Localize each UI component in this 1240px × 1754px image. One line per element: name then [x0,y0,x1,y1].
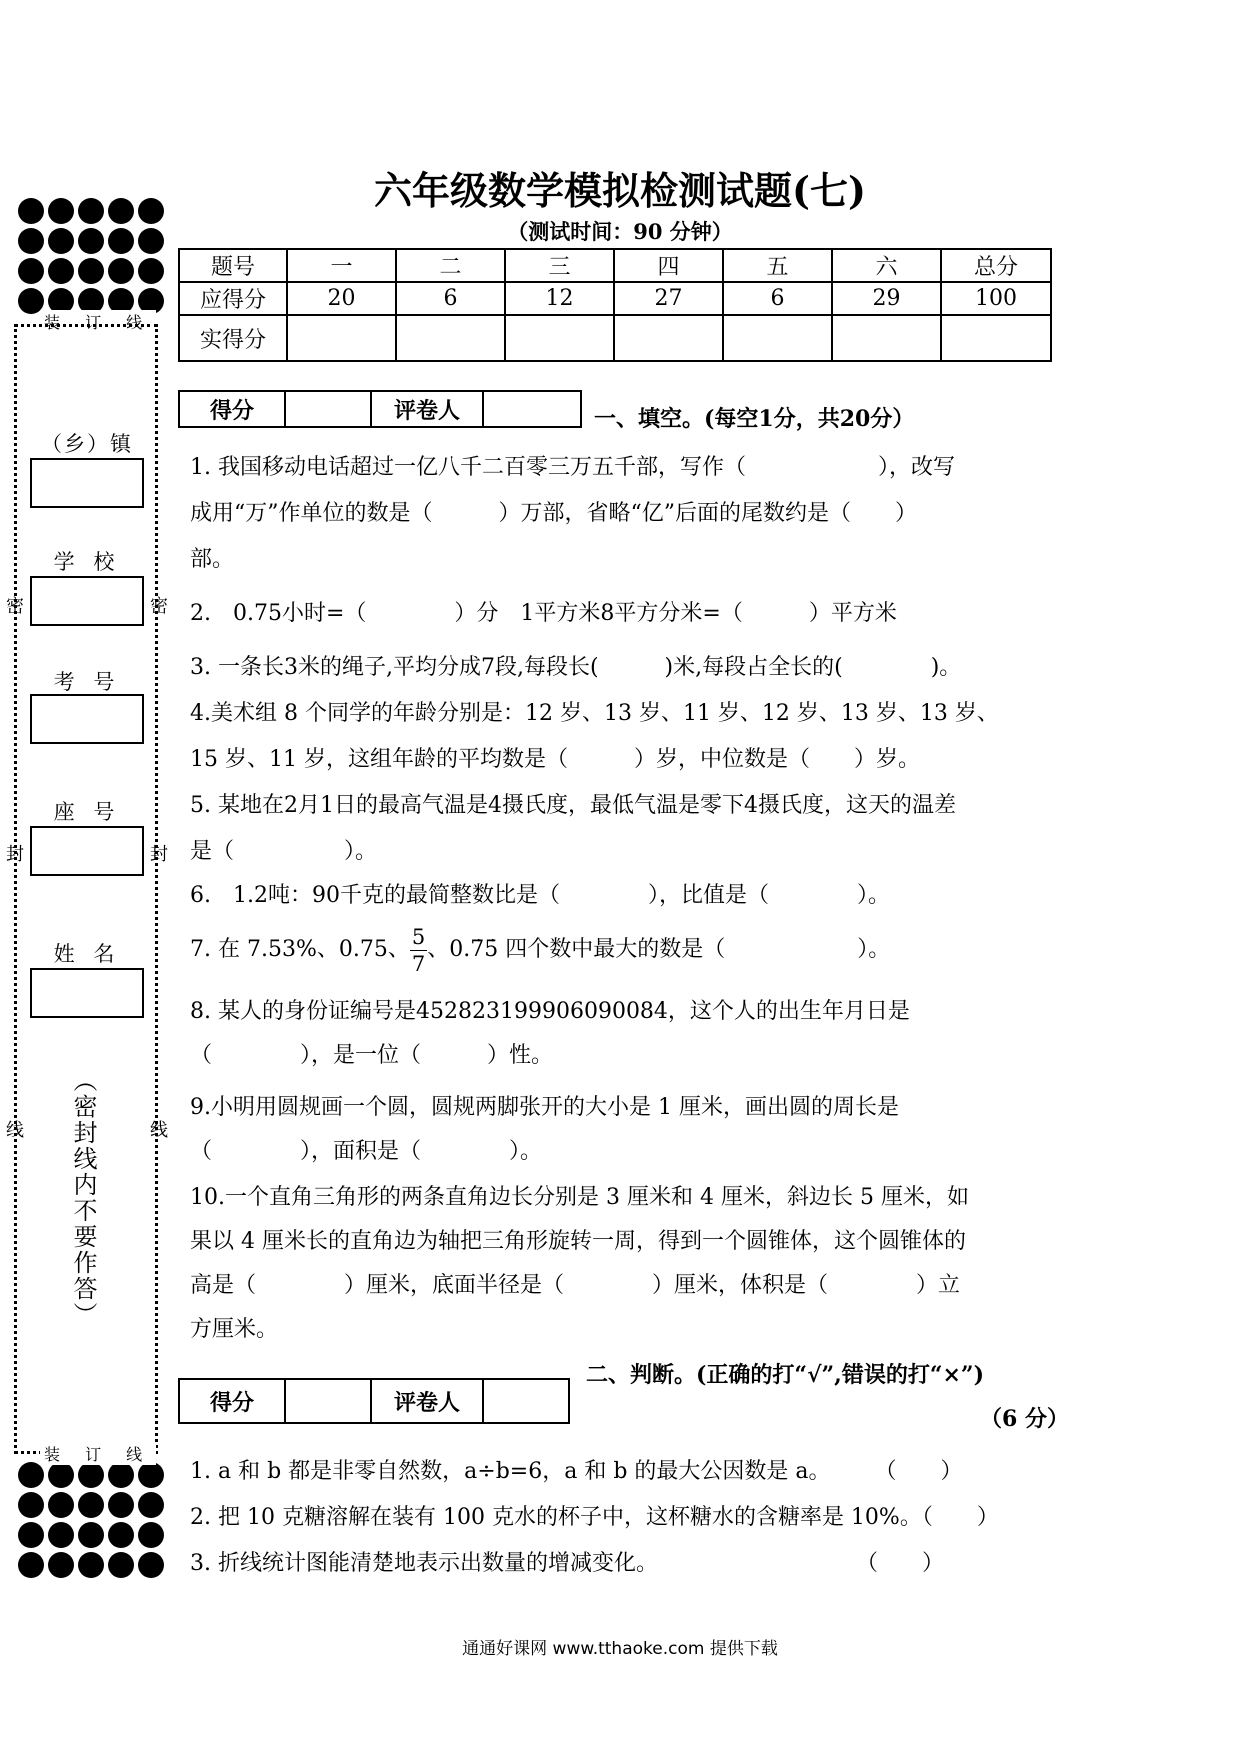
binding-dot [78,1492,104,1518]
side-char-mi-right: 密 [150,596,168,617]
binding-dot [48,1552,74,1578]
binding-field-town[interactable] [30,458,144,508]
binding-dot [108,1552,134,1578]
binding-dot [138,1462,164,1488]
side-char-feng-right: 封 [150,844,168,865]
score-due-cell: 6 [396,282,505,315]
side-char-mi-left: 密 [6,596,24,617]
question-line: 部。 [190,547,235,572]
score-header-cell: 三 [505,249,614,282]
binding-dot [18,1552,44,1578]
question-7-suffix: 、0.7̇5̇ 四个数中最大的数是（ ）。 [427,937,891,962]
binding-dot [18,1462,44,1488]
question-7 [190,920,890,980]
question-line: 4.美术组 8 个同学的年龄分别是：12 岁、13 岁、11 岁、12 岁、13 岁、13 岁、 [190,701,999,726]
score-header-cell: 五 [723,249,832,282]
score-due-cell: 27 [614,282,723,315]
score-actual-label: 实得分 [179,315,287,361]
side-char-xian-left: 线 [6,1120,24,1141]
grader-box-section2 [178,1378,570,1424]
binding-dot [108,1462,134,1488]
score-header-cell: 题号 [179,249,287,282]
question-line: （ ），面积是（ ）。 [190,1139,543,1164]
binding-dot [48,1492,74,1518]
binding-label-name: 姓 名 [53,942,121,966]
question-line: 3. 一条长3米的绳子,平均分成7段,每段长( )米,每段占全长的( )。 [190,655,962,680]
question-line: 方厘米。 [190,1317,279,1342]
score-table [178,248,1052,362]
binding-vertical-note: （密封线内不要作答） [69,1068,97,1328]
binding-dot [138,1552,164,1578]
binding-label-seat-number: 座 号 [53,800,121,824]
question-line: 6. 1.2吨：90千克的最简整数比是（ ），比值是（ ）。 [190,883,890,908]
fraction-numerator: 5 [411,924,426,949]
question-line: 成用“万”作单位的数是（ ）万部，省略“亿”后面的尾数约是（ ） [190,501,917,526]
grader-name-label: 评卷人 [371,1379,483,1423]
score-due-cell: 20 [287,282,396,315]
binding-line-top-label: 装 订 线 [40,310,156,333]
question-line: 高是（ ）厘米，底面半径是（ ）厘米，体积是（ ）立 [190,1273,961,1298]
binding-dot [138,1492,164,1518]
binding-dot [108,1522,134,1548]
grader-score-label: 得分 [179,391,285,427]
binding-dot [108,1492,134,1518]
score-header-cell: 总分 [941,249,1051,282]
grader-name-field[interactable] [483,391,581,427]
page-footer: 通通好课网 www.tthaoke.com 提供下载 [462,1639,778,1659]
score-actual-cell[interactable] [505,315,614,361]
score-actual-cell[interactable] [723,315,832,361]
binding-dot [48,1522,74,1548]
grader-score-field[interactable] [285,391,371,427]
question-line: 15 岁、11 岁，这组年龄的平均数是（ ）岁，中位数是（ ）岁。 [190,747,920,772]
grader-score-field[interactable] [285,1379,371,1423]
question-line: 8. 某人的身份证编号是452823199906090084，这个人的出生年月日是 [190,999,910,1024]
grader-name-field[interactable] [483,1379,569,1423]
question-line: 是（ ）。 [190,839,378,864]
score-due-cell: 29 [832,282,941,315]
binding-dot [48,258,74,284]
question-line: 果以 4 厘米长的直角边为轴把三角形旋转一周，得到一个圆锥体，这个圆锥体的 [190,1229,966,1254]
fraction-denominator: 7 [411,951,426,976]
grader-name-label: 评卷人 [371,391,483,427]
score-header-cell: 四 [614,249,723,282]
binding-label-school: 学 校 [53,550,121,574]
section2-points: （6 分） [980,1406,1069,1432]
binding-dot [18,1522,44,1548]
score-actual-cell[interactable] [832,315,941,361]
binding-field-school[interactable] [30,576,144,626]
score-due-cell: 应得分 [179,282,287,315]
binding-label-town: （乡）镇 [41,432,133,456]
score-due-cell: 6 [723,282,832,315]
score-actual-cell[interactable] [941,315,1051,361]
binding-field-name[interactable] [30,968,144,1018]
section2-heading: 二、判断。(正确的打“√”,错误的打“×”) [586,1362,984,1388]
binding-dot [48,1462,74,1488]
section1-heading: 一、填空。(每空1分，共20分） [594,406,915,432]
question-line: 1. a 和 b 都是非零自然数，a÷b=6，a 和 b 的最大公因数是 a。 （ ） [190,1459,963,1484]
score-due-cell: 12 [505,282,614,315]
question-line: 10.一个直角三角形的两条直角边长分别是 3 厘米和 4 厘米，斜边长 5 厘米，如 [190,1185,969,1210]
binding-field-exam-number[interactable] [30,694,144,744]
dot-grid-bottom [16,1460,166,1580]
score-table-actual-row [179,315,1051,361]
question-line: 9.小明用圆规画一个圆，圆规两脚张开的大小是 1 厘米，画出圆的周长是 [190,1095,899,1120]
page-title: 六年级数学模拟检测试题(七) [374,168,866,213]
side-char-xian-right: 线 [150,1120,168,1141]
binding-dot [78,258,104,284]
score-table-due-row [179,282,1051,315]
binding-label-exam-number: 考 号 [53,670,121,694]
question-line: （ ），是一位（ ）性。 [190,1043,554,1068]
binding-dot [138,258,164,284]
score-table-header-row [179,249,1051,282]
score-actual-cell[interactable] [396,315,505,361]
binding-dot [78,1462,104,1488]
binding-line-bottom-label: 装 订 线 [40,1442,156,1465]
question-line: 5. 某地在2月1日的最高气温是4摄氏度，最低气温是零下4摄氏度，这天的温差 [190,793,956,818]
binding-dot [18,1492,44,1518]
question-line: 2. 把 10 克糖溶解在装有 100 克水的杯子中，这杯糖水的含糖率是 10%。（ ） [190,1505,999,1530]
fraction-five-sevenths [410,924,427,977]
binding-dot [138,1522,164,1548]
binding-field-seat-number[interactable] [30,826,144,876]
binding-dot [18,258,44,284]
question-line: 1. 我国移动电话超过一亿八千二百零三万五千部，写作（ ），改写 [190,455,955,480]
binding-dot [78,1552,104,1578]
score-header-cell: 一 [287,249,396,282]
page-subtitle: （测试时间：90 分钟） [507,219,733,244]
binding-dot [78,1522,104,1548]
question-7-prefix: 7. 在 7.53%、0.75、 [190,937,410,962]
grader-score-label: 得分 [179,1379,285,1423]
binding-dot [108,258,134,284]
grader-box-section1 [178,390,582,428]
score-due-cell: 100 [941,282,1051,315]
score-header-cell: 二 [396,249,505,282]
score-header-cell: 六 [832,249,941,282]
question-line: 3. 折线统计图能清楚地表示出数量的增减变化。 （ ） [190,1551,944,1576]
score-actual-cell[interactable] [287,315,396,361]
score-actual-cell[interactable] [614,315,723,361]
side-char-feng-left: 封 [6,844,24,865]
question-line: 2. 0.75小时=（ ）分 1平方米8平方分米=（ ）平方米 [190,601,897,626]
